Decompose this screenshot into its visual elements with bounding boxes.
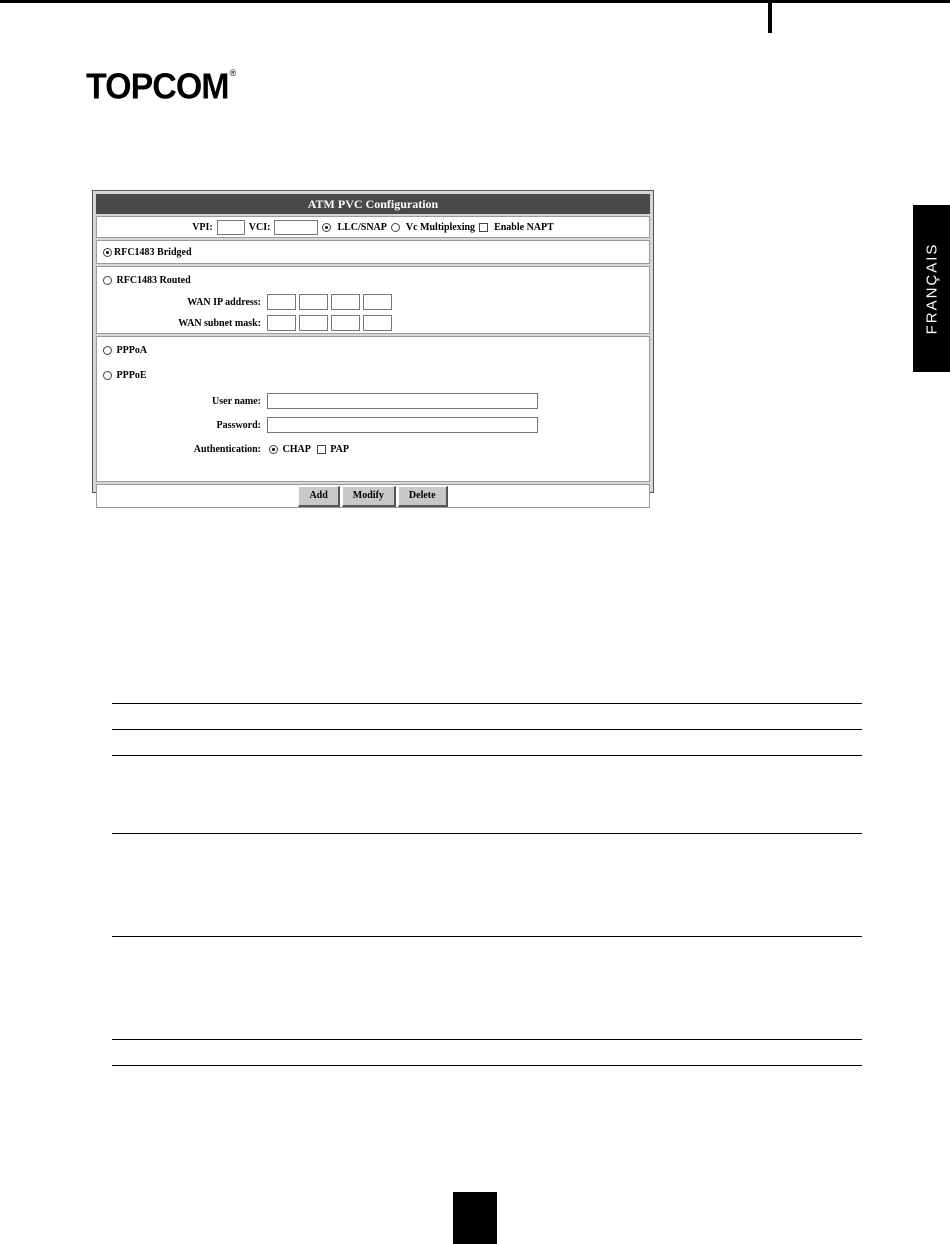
pppoa-label: PPPoA: [116, 345, 148, 356]
vc-mux-label: Vc Multiplexing: [405, 221, 476, 233]
table-rule: [112, 1065, 862, 1066]
vci-label: VCI:: [248, 221, 271, 233]
pap-label: PAP: [330, 444, 349, 455]
wan-mask-octet-2[interactable]: [299, 315, 328, 331]
auth-options: [269, 444, 349, 455]
wan-mask-octet-1[interactable]: [267, 315, 296, 331]
atm-pvc-config-panel: [92, 190, 654, 501]
password-label: Password:: [216, 420, 261, 431]
wan-mask-octet-3[interactable]: [331, 315, 360, 331]
delete-button[interactable]: Delete: [398, 486, 448, 507]
pppoe-radio[interactable]: [103, 371, 112, 380]
pppoe-option: [103, 370, 147, 381]
routed-option: [103, 275, 191, 286]
table-rule: [112, 833, 862, 834]
pppoe-label: PPPoE: [116, 370, 147, 381]
ppp-section: [96, 336, 650, 482]
language-tab-label: FRANÇAIS: [923, 242, 940, 335]
header-rule-notch: [768, 3, 772, 33]
topcom-logo: [86, 64, 237, 107]
table-rule: [112, 755, 862, 756]
llc-snap-label: LLC/SNAP: [337, 221, 387, 233]
enable-napt-checkbox[interactable]: [479, 223, 488, 232]
modify-button[interactable]: Modify: [342, 486, 396, 507]
logo-registered-mark: ®: [229, 68, 237, 78]
pppoa-radio[interactable]: [103, 346, 112, 355]
rfc1483-routed-radio[interactable]: [103, 276, 112, 285]
table-rule: [112, 936, 862, 937]
password-input[interactable]: [267, 417, 538, 433]
add-button[interactable]: Add: [298, 486, 339, 507]
wan-mask-octet-4[interactable]: [363, 315, 392, 331]
vci-input[interactable]: [274, 220, 318, 235]
user-name-label: User name:: [212, 396, 261, 407]
logo-text: TOPCOM: [86, 67, 229, 107]
rfc1483-routed-label: RFC1483 Routed: [116, 275, 191, 286]
pap-checkbox[interactable]: [317, 445, 326, 454]
authentication-label: Authentication:: [193, 444, 261, 455]
vpi-input[interactable]: [217, 220, 245, 235]
page-number-block: [453, 1192, 497, 1244]
wan-ip-octet-4[interactable]: [363, 294, 392, 310]
rfc1483-bridged-radio[interactable]: [103, 248, 112, 257]
vpi-vci-row: [96, 216, 650, 238]
routed-section: [96, 266, 650, 334]
form-title: ATM PVC Configuration: [96, 194, 650, 214]
vc-mux-radio[interactable]: [391, 223, 400, 232]
wan-ip-input-group: [267, 294, 392, 310]
wan-mask-label: WAN subnet mask:: [178, 318, 261, 329]
chap-radio[interactable]: [269, 445, 278, 454]
wan-ip-octet-2[interactable]: [299, 294, 328, 310]
table-rule: [112, 703, 862, 704]
header-rule: [0, 0, 950, 3]
vpi-label: VPI:: [192, 221, 213, 233]
enable-napt-label: Enable NAPT: [494, 221, 554, 233]
user-name-input[interactable]: [267, 393, 538, 409]
pppoa-option: [103, 345, 147, 356]
wan-ip-octet-1[interactable]: [267, 294, 296, 310]
table-rule: [112, 729, 862, 730]
chap-label: CHAP: [282, 444, 311, 455]
rfc1483-bridged-label: RFC1483 Bridged: [114, 246, 192, 258]
bridged-row: [96, 240, 650, 264]
wan-mask-input-group: [267, 315, 392, 331]
llc-snap-radio[interactable]: [322, 223, 331, 232]
table-rule: [112, 1039, 862, 1040]
button-row: [96, 484, 650, 508]
language-tab: [913, 205, 950, 372]
wan-ip-label: WAN IP address:: [187, 297, 261, 308]
wan-ip-octet-3[interactable]: [331, 294, 360, 310]
